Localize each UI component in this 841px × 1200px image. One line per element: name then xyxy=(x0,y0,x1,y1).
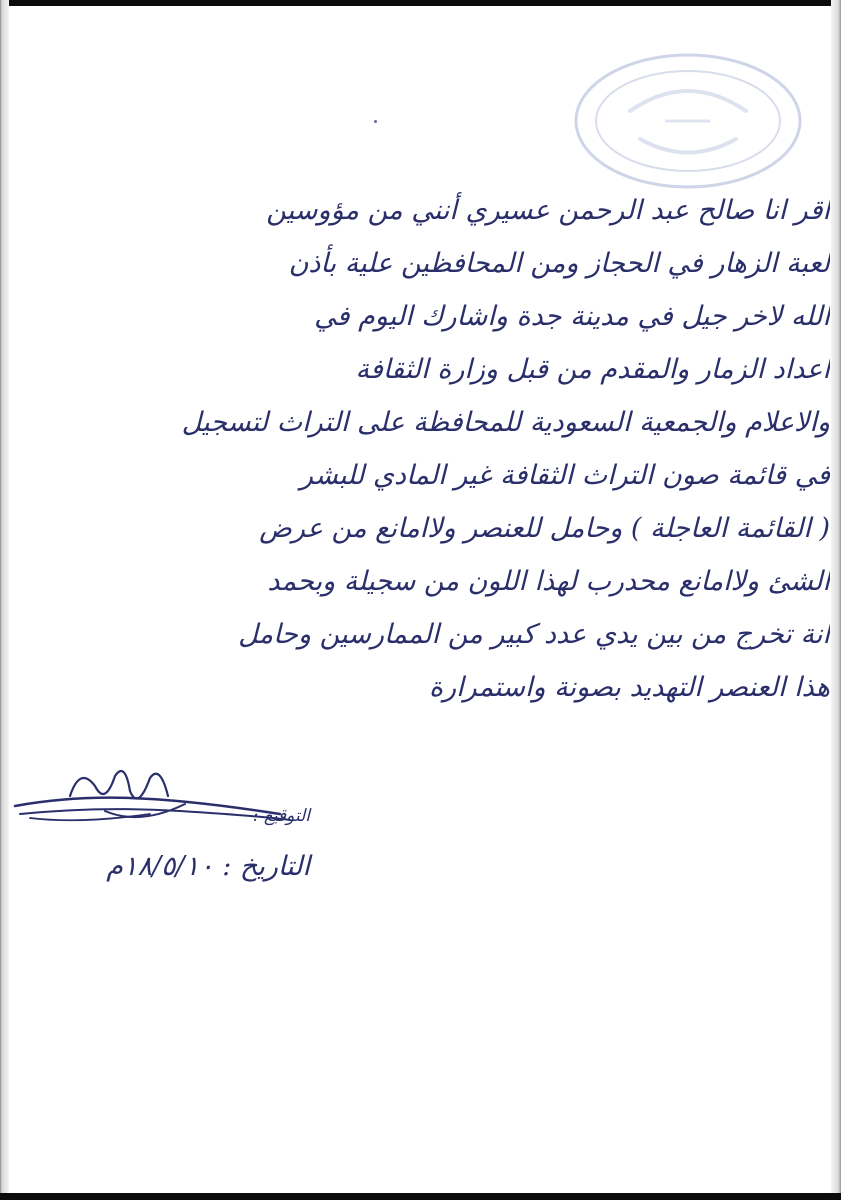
letter-line-3: الله لاخر جيل في مدينة جدة واشارك اليوم في xyxy=(314,301,830,332)
letter-line-6: في قائمة صون التراث الثقافة غير المادي للبشر xyxy=(300,460,830,491)
page-bottom-border xyxy=(0,1193,841,1200)
letter-line-1: اقر انا صالح عبد الرحمن عسيري أنني من مؤوسين xyxy=(266,195,830,226)
signature-block xyxy=(10,756,340,906)
letter-line-8: الشئ ولاامانع محدرب لهذا اللون من سجيلة وبحمد xyxy=(267,566,830,597)
letter-line-4: اعداد الزمار والمقدم من قبل وزارة الثقافة xyxy=(355,354,830,385)
letter-line-7: ( القائمة العاجلة ) وحامل للعنصر ولاامانع من عرض xyxy=(259,513,830,544)
faded-stamp-icon xyxy=(570,51,805,191)
ink-speck xyxy=(374,120,377,123)
page-right-edge xyxy=(831,0,841,1200)
scanned-letter-page xyxy=(10,6,831,1193)
handwritten-letter-body xyxy=(40,184,830,714)
letter-line-5: والاعلام والجمعية السعودية للمحافظة على التراث لتسجيل xyxy=(181,407,830,438)
letter-line-10: هذا العنصر التهديد بصونة واستمرارة xyxy=(428,672,830,703)
page-left-edge xyxy=(0,0,9,1200)
letter-line-9: انة تخرج من بين يدي عدد كبير من الممارسين وحامل xyxy=(238,619,830,650)
letter-line-2: لعبة الزهار في الحجاز ومن المحافظين علية بأذن xyxy=(288,248,830,279)
signature-label: التوقيع : xyxy=(252,806,310,826)
date-label: التاريخ : ١٨/٥/١٠م xyxy=(106,851,310,882)
